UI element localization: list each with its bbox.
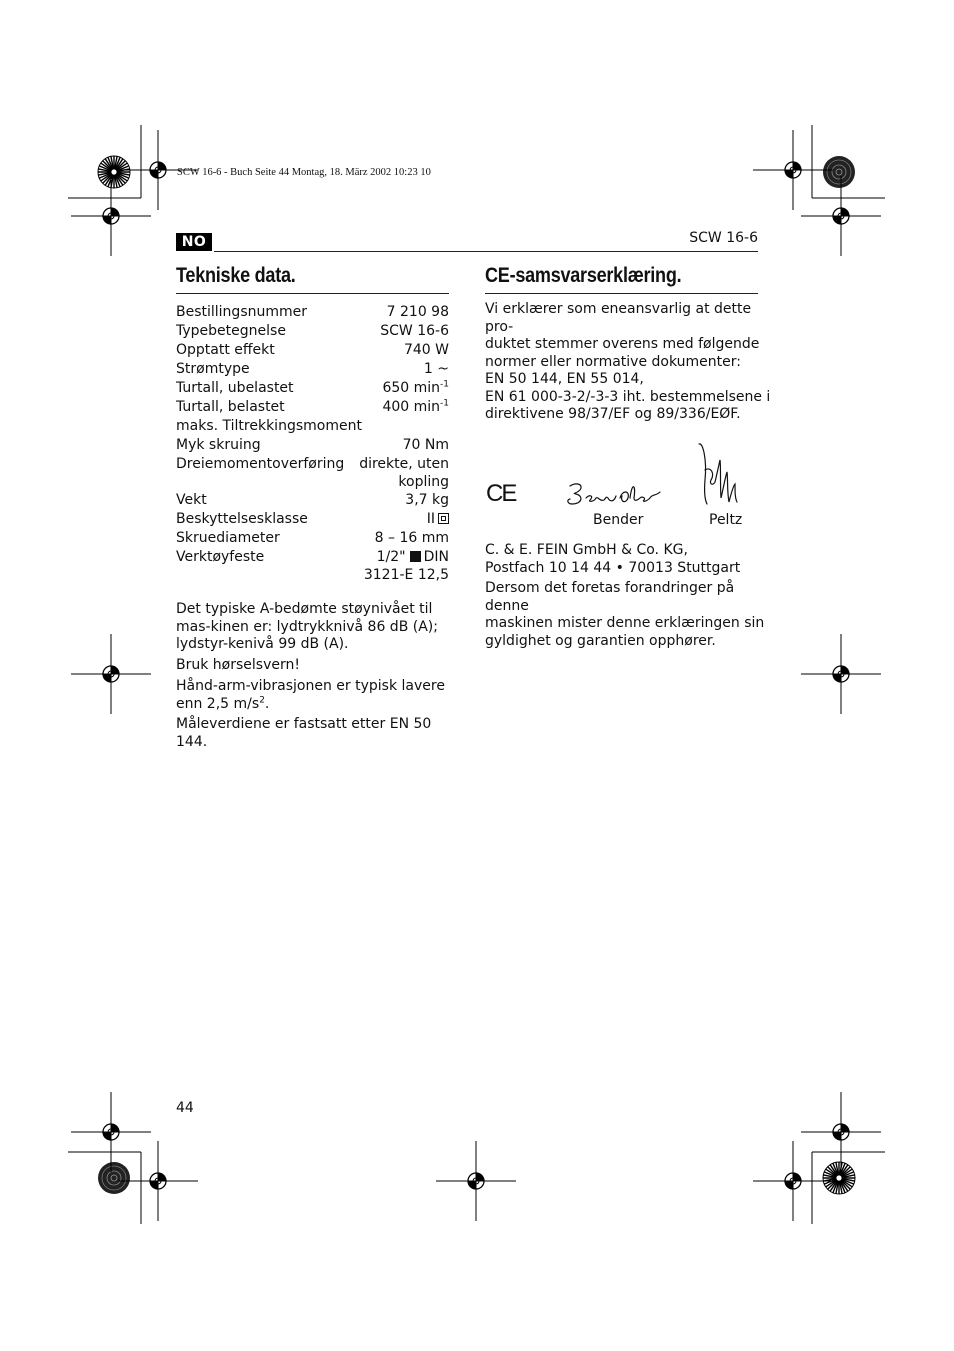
ce-mark: CE xyxy=(486,480,516,507)
spec-row: Myk skruing 70 Nm xyxy=(176,437,449,453)
page-number: 44 xyxy=(176,1100,194,1116)
spec-row: Turtall, belastet 400 $\min^{-1}$ xyxy=(176,398,449,415)
signature-bender xyxy=(562,478,668,510)
spec-row: Typebetegnelse SCW 16-6 xyxy=(176,323,449,339)
protection-class-icon xyxy=(438,513,449,524)
language-badge: NO xyxy=(176,233,212,251)
signatory-peltz: Peltz xyxy=(709,512,743,528)
signature-peltz xyxy=(693,440,741,508)
measurement-note: Måleverdiene er fastsatt etter EN 50 144. xyxy=(176,716,432,750)
noise-paragraph: Det typiske A-bedømte støynivået til mas-kinen er: lydtrykknivå 86 dB (A); lydstyr-kenivå 99 dB (A). xyxy=(176,601,438,652)
spec-row: Strømtype 1 ~ xyxy=(176,361,449,377)
modification-notice: Dersom det foretas forandringer på denne maskinen mister denne erklæringen sin gyldighet og garantien opphører. xyxy=(485,580,765,649)
spec-table xyxy=(176,303,449,584)
spec-row: maks. Tiltrekkingsmoment xyxy=(176,418,362,434)
spec-row: Turtall, ubelastet 650 $\min^{-1}$ xyxy=(176,379,449,396)
print-slug-line: SCW 16-6 - Buch Seite 44 Montag, 18. März 2002 10:23 10 xyxy=(177,167,431,178)
hearing-warning: Bruk hørselsvern! xyxy=(176,657,300,673)
company-address: C. & E. FEIN GmbH & Co. KG, Postfach 10 14 44 • 70013 Stuttgart xyxy=(485,542,741,576)
spec-row: Vekt 3,7 kg xyxy=(176,492,449,508)
ce-declaration-title: CE-samsvarserklæring. xyxy=(485,264,682,287)
spec-row: Opptatt effekt 740 W xyxy=(176,342,449,358)
model-label: SCW 16-6 xyxy=(689,230,758,246)
vibration-paragraph: Hånd-arm-vibrasjonen er typisk lavere enn 2,5 $m/s^2$. xyxy=(176,678,445,712)
spec-row: Beskyttelsesklasse II xyxy=(176,510,449,529)
tech-data-title: Tekniske data. xyxy=(176,264,296,287)
spec-row: Dreiemomentoverføring direkte, uten kopling xyxy=(176,456,449,490)
spec-row: Bestillingsnummer 7 210 98 xyxy=(176,304,449,320)
signatory-bender: Bender xyxy=(593,512,644,528)
right-title-rule xyxy=(485,293,758,294)
spec-row: Skruediameter 8 – 16 mm xyxy=(176,530,449,546)
left-title-rule xyxy=(176,293,449,294)
declaration-text: Vi erklærer som eneansvarlig at dette pro- duktet stemmer overens med følgende normer eller normative dokumenter: EN 50 144, EN 55 014, EN 61 000-3-2/-3-3 iht. bestemmelsene i direktivene 98/37/EF og 89/336/EØF. xyxy=(485,301,771,422)
header-rule xyxy=(214,251,758,252)
spec-row: Verktøyfeste 1/2" DIN 3121-E 12,5 xyxy=(176,549,449,583)
square-drive-icon xyxy=(410,551,421,562)
